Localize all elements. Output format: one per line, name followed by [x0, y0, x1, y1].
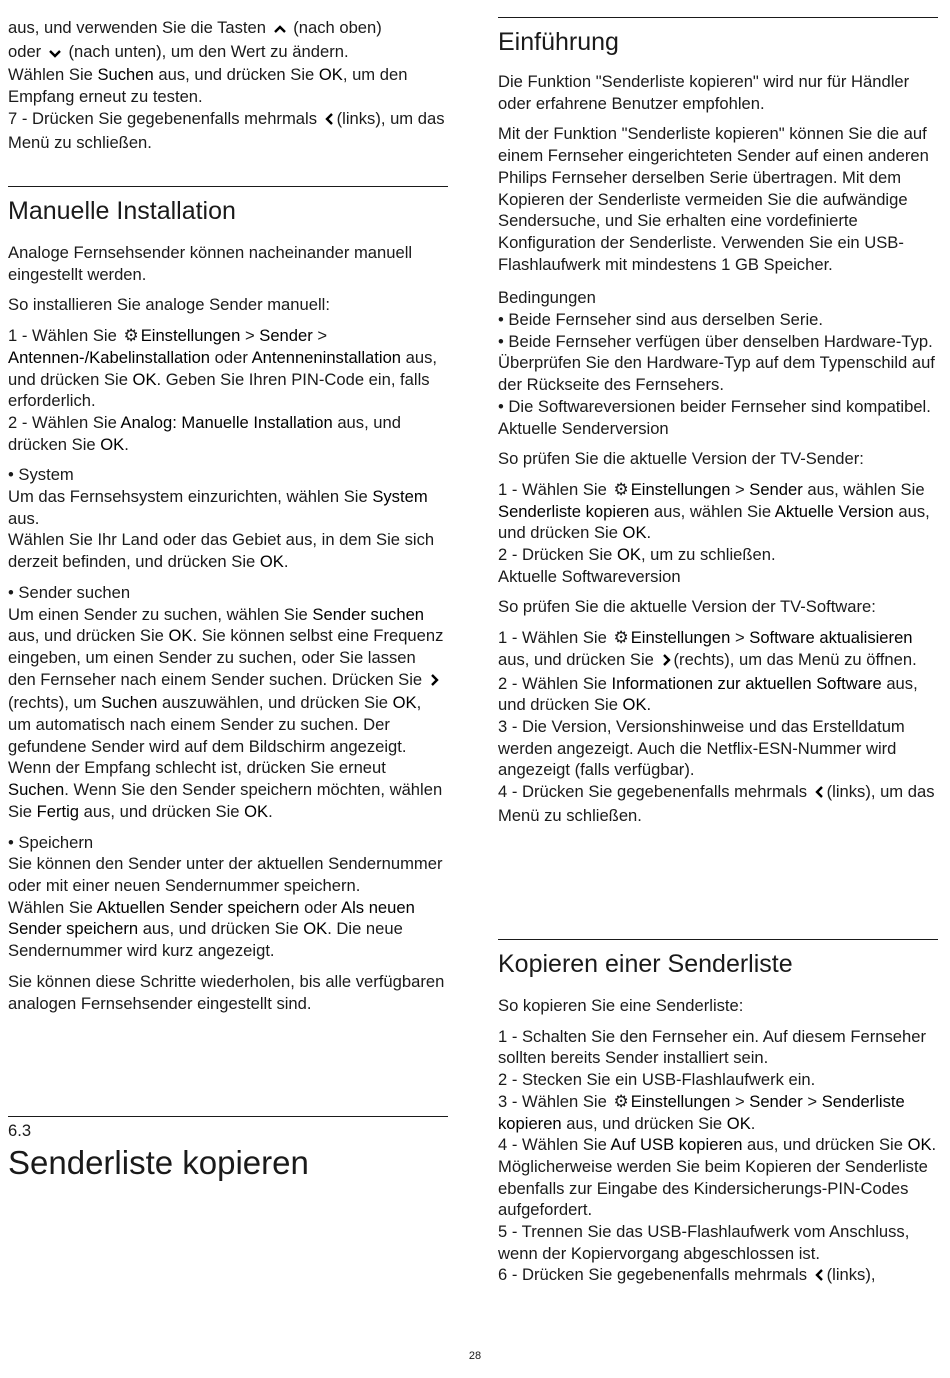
software-version-how: So prüfen Sie die aktuelle Version der TV-Software: [498, 597, 876, 617]
software-version-step-1: 1 - Wählen Sie ⚙ Einstellungen > Software aktualisieren aus, und drücken Sie (rechts), um das Menü zu öffnen. [498, 627, 938, 672]
channel-version-step-1: 1 - Wählen Sie ⚙ Einstellungen > Sender aus, wählen Sie Senderliste kopieren aus, wählen Sie Aktuelle Version aus, und drücken Sie OK. [498, 479, 930, 543]
gear-icon: ⚙ [613, 628, 629, 648]
repeat-note: Sie können diese Schritte wiederholen, bis alle verfügbaren analogen Fernsehsender eingestellt sind. [8, 971, 445, 1013]
introduction-section [498, 17, 938, 827]
manual-step-2: 2 - Wählen Sie Analog: Manuelle Installation aus, und drücken Sie OK. [8, 412, 401, 454]
condition-3: • Die Softwareversionen beider Fernseher sind kompatibel. [498, 396, 931, 416]
software-version-step-2: 2 - Wählen Sie Informationen zur aktuellen Software aus, und drücken Sie OK. [498, 673, 918, 715]
copy-how: So kopieren Sie eine Senderliste: [498, 996, 744, 1015]
manual-step-1: 1 - Wählen Sie ⚙ Einstellungen > Sender > Antennen-/Kabelinstallation oder Antenneninstallation aus, und drücken Sie OK. Geben Sie Ihren PIN-Code ein, falls erforderlich. [8, 326, 438, 411]
cont-line-1: aus, und verwenden Sie die Tasten (nach oben) [8, 17, 450, 41]
chapter-header [8, 1116, 448, 1182]
channel-version-how: So prüfen Sie die aktuelle Version der TV-Sender: [498, 449, 864, 469]
channel-version-step-2: 2 - Drücken Sie OK, um zu schließen. [498, 545, 776, 565]
chevron-left-icon [814, 783, 825, 805]
cont-step-7: 7 - Drücken Sie gegebenenfalls mehrmals (links), um das Menü zu schließen. [8, 108, 445, 152]
gear-icon: ⚙ [123, 326, 139, 346]
copy-step-2: 2 - Stecken Sie ein USB-Flashlaufwerk ein. [498, 1070, 816, 1090]
store-body-2: Wählen Sie Aktuellen Sender speichern oder Als neuen Sender speichern aus, und drücken Sie OK. Die neue Sendernummer wird kurz angezeigt. [8, 897, 415, 961]
copy-step-6: 6 - Drücken Sie gegebenenfalls mehrmals (links), [498, 1264, 938, 1288]
copy-step-3: 3 - Wählen Sie ⚙ Einstellungen > Sender > Senderliste kopieren aus, und drücken Sie OK. [498, 1091, 905, 1133]
software-version-step-3: 3 - Die Version, Versionshinweise und das Erstelldatum werden angezeigt. Auch die Netflix-ESN-Nummer wird angezeigt (falls verfügbar). [498, 716, 905, 780]
software-version-step-4: 4 - Drücken Sie gegebenenfalls mehrmals (links), um das Menü zu schließen. [498, 782, 935, 825]
chevron-left-icon [814, 1266, 825, 1288]
software-version-title: Aktuelle Softwareversion [498, 566, 681, 586]
continued-instructions [8, 17, 450, 153]
gear-icon: ⚙ [613, 479, 629, 499]
intro-p2: Mit der Funktion "Senderliste kopieren" können Sie die auf einem Fernseher eingerichteten Sender auf einen anderen Philips Fernseher derselben Serie übertragen. Mit dem Kopieren der Senderliste vermeiden Sie die aufwändige Sendersuche, und Sie erhalten eine vordefinierte Konfiguration der Senderliste. Verwenden Sie ein USB-Flashlaufwerk mit mindestens 1 GB Speicher. [498, 124, 929, 274]
manual-how: So installieren Sie analoge Sender manuell: [8, 295, 330, 315]
system-body-2: Wählen Sie Ihr Land oder das Gebiet aus, in dem Sie sich derzeit befinden, und drücken Sie OK. [8, 530, 435, 572]
copy-step-4: 4 - Wählen Sie Auf USB kopieren aus, und drücken Sie OK. Möglicherweise werden Sie beim Kopieren der Senderliste ebenfalls zur Eingabe des Kindersicherungs-PIN-Codes aufgefordert. [498, 1135, 937, 1220]
cont-line-2: oder (nach unten), um den Wert zu ändern. [8, 41, 450, 65]
chevron-left-icon [324, 110, 335, 132]
chevron-down-icon [48, 43, 62, 65]
intro-p1: Die Funktion "Senderliste kopieren" wird nur für Händler oder erfahrene Benutzer empfohlen. [498, 72, 910, 113]
conditions-title: Bedingungen [498, 288, 596, 308]
chevron-up-icon [273, 19, 287, 41]
condition-1: • Beide Fernseher sind aus derselben Serie. [498, 310, 823, 330]
chevron-right-icon [661, 651, 672, 673]
manual-installation-section [8, 186, 448, 1014]
condition-2: • Beide Fernseher verfügen über denselben Hardware-Typ. Überprüfen Sie den Hardware-Typ auf dem Typenschild auf der Rückseite des Fernsehers. [498, 331, 935, 395]
channel-version-title: Aktuelle Senderversion [498, 418, 669, 438]
system-title: • System [8, 465, 74, 485]
copy-step-5: 5 - Trennen Sie das USB-Flashlaufwerk vom Anschluss, wenn der Kopiervorgang abgeschlossen ist. [498, 1222, 910, 1263]
page-number: 28 [468, 1350, 482, 1362]
store-body: Sie können den Sender unter der aktuellen Sendernummer oder mit einer neuen Sendernummer speichern. [8, 854, 443, 895]
manual-intro: Analoge Fernsehsender können nacheinander manuell eingestellt werden. [8, 243, 413, 284]
copy-step-1: 1 - Schalten Sie den Fernseher ein. Auf diesem Fernseher sollten bereits Sender installiert sein. [498, 1026, 926, 1068]
section-heading: Manuelle Installation [8, 197, 236, 225]
section-heading: Einführung [498, 28, 619, 56]
store-title: • Speichern [8, 832, 94, 852]
search-title: • Sender suchen [8, 582, 131, 602]
section-heading: Kopieren einer Senderliste [498, 950, 793, 978]
search-body: Um einen Sender zu suchen, wählen Sie Sender suchen aus, und drücken Sie OK. Sie können selbst eine Frequenz eingeben, um einen Sender zu suchen, oder Sie lassen den Fernseher nach einem Sender suchen. Drücken Sie (rechts), um Suchen auszuwählen, und drücken Sie OK, um automatisch nach einem Sender zu suchen. Der gefundene Sender wird auf dem Bildschirm angezeigt. Wenn der Empfang schlecht ist, drücken Sie erneut Suchen. Wenn Sie den Sender speichern möchten, wählen Sie Fertig aus, und drücken Sie OK. [8, 604, 444, 821]
gear-icon: ⚙ [613, 1091, 629, 1111]
system-body: Um das Fernsehsystem einzurichten, wählen Sie System aus. [8, 487, 428, 528]
copy-list-section [498, 939, 938, 1288]
chevron-right-icon [429, 671, 440, 693]
cont-test: Wählen Sie Suchen aus, und drücken Sie OK, um den Empfang erneut zu testen. [8, 65, 408, 107]
chapter-number: 6.3 [8, 1121, 32, 1140]
chapter-title: Senderliste kopieren [8, 1143, 309, 1181]
